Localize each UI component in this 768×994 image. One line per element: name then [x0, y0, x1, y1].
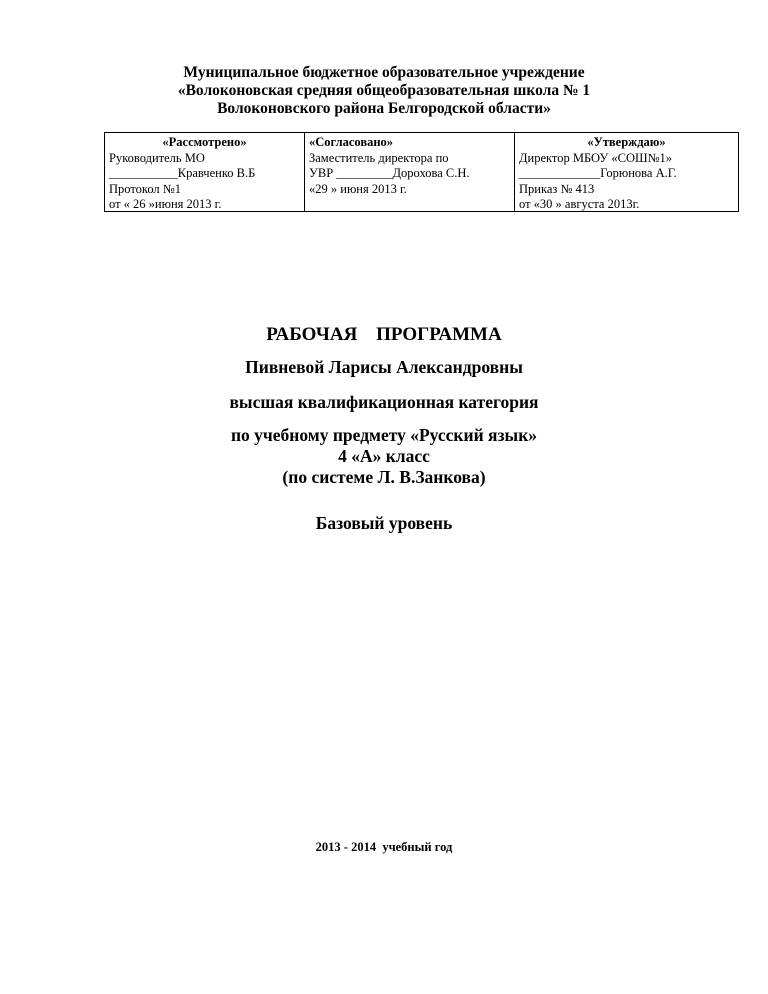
program-grade: 4 «А» класс	[338, 446, 430, 466]
approval-table	[104, 132, 739, 212]
program-details	[0, 425, 768, 488]
program-system: (по системе Л. В.Занкова)	[282, 467, 486, 487]
program-subject: по учебному предмету «Русский язык»	[230, 425, 538, 445]
agreed-role: Заместитель директора по	[309, 150, 449, 165]
approved-title: «Утверждаю»	[587, 135, 666, 149]
approved-role: Директор МБОУ «СОШ№1»	[519, 150, 673, 165]
reviewed-protocol: Протокол №1	[109, 181, 181, 196]
header-line-3: Волоконовского района Белгородской области»	[217, 100, 551, 117]
program-author: Пивневой Ларисы Александровны	[245, 357, 523, 377]
approved-column	[515, 133, 738, 211]
reviewed-title: «Рассмотрено»	[162, 135, 247, 149]
approved-order: Приказ № 413	[519, 181, 595, 196]
header-line-1: Муниципальное бюджетное образовательное учреждение	[183, 64, 585, 81]
agreed-title: «Согласовано»	[309, 135, 394, 149]
reviewed-column	[105, 133, 305, 211]
approved-date: от «30 » августа 2013г.	[519, 197, 640, 211]
header-line-2: «Волоконовская средняя общеобразовательная школа № 1	[177, 82, 591, 99]
program-level: Базовый уровень	[315, 513, 453, 533]
reviewed-signature: ___________Кравченко В.Б	[109, 166, 256, 180]
agreed-date: «29 » июня 2013 г.	[309, 181, 407, 196]
approved-signature: _____________Горюнова А.Г.	[519, 166, 677, 180]
reviewed-date: от « 26 »июня 2013 г.	[109, 197, 222, 211]
school-header	[0, 64, 768, 118]
reviewed-role: Руководитель МО	[109, 150, 205, 165]
academic-year: 2013 - 2014 учебный год	[315, 840, 453, 854]
agreed-signature: УВР _________Дорохова С.Н.	[309, 166, 470, 180]
program-title: РАБОЧАЯ ПРОГРАММА	[266, 324, 502, 345]
program-category: высшая квалификационная категория	[229, 392, 539, 412]
agreed-column	[305, 133, 515, 211]
